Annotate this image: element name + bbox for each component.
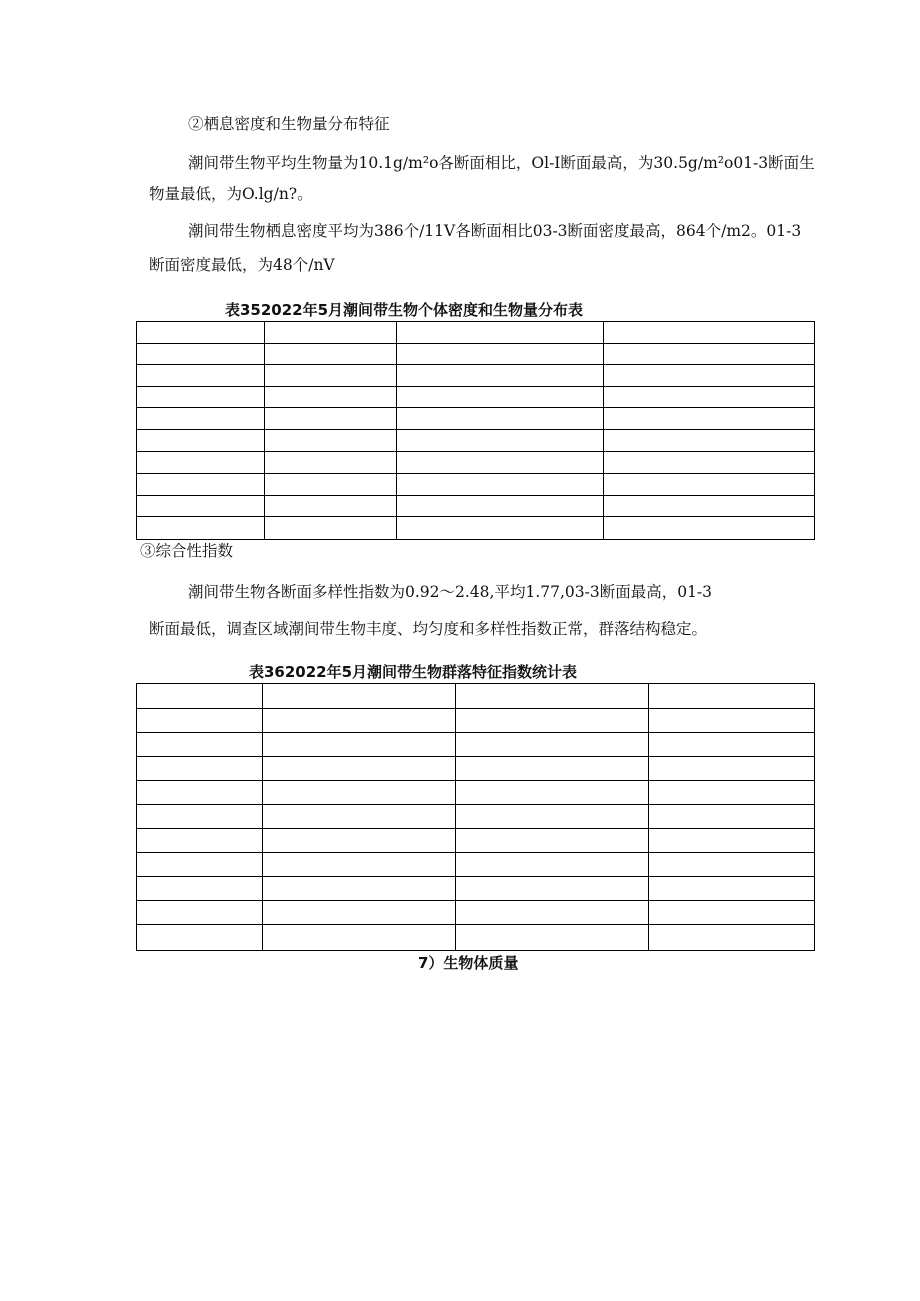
table-cell [265, 496, 397, 517]
table-cell [137, 517, 265, 540]
table-cell [397, 430, 604, 452]
table36 [136, 683, 815, 951]
table-cell [265, 344, 397, 365]
table-row [137, 805, 815, 829]
table-cell [137, 430, 265, 452]
table-cell [456, 877, 649, 901]
table-cell [604, 496, 815, 517]
table-cell [137, 757, 263, 781]
table-cell [604, 452, 815, 474]
table-row [137, 496, 815, 517]
table-row [137, 925, 815, 951]
table-cell [265, 408, 397, 430]
table-cell [263, 781, 456, 805]
table-cell [137, 829, 263, 853]
index-paragraph-line2: 断面最低，调查区域潮间带生物丰度、均匀度和多样性指数正常，群落结构稳定。 [149, 620, 708, 638]
table-cell [265, 387, 397, 408]
table-cell [263, 757, 456, 781]
table-cell [263, 805, 456, 829]
table-cell [137, 408, 265, 430]
table-row [137, 430, 815, 452]
biomass-paragraph-line2: 物量最低，为O.lg/n?。 [149, 185, 313, 203]
table-row [137, 684, 815, 709]
table-cell [604, 430, 815, 452]
table-cell [397, 365, 604, 387]
table-cell [649, 901, 815, 925]
table-cell [137, 322, 265, 344]
table-cell [397, 322, 604, 344]
table-cell [137, 387, 265, 408]
table-cell [397, 517, 604, 540]
table-cell [137, 684, 263, 709]
table-row [137, 853, 815, 877]
table-cell [263, 829, 456, 853]
table-cell [604, 387, 815, 408]
table-cell [456, 901, 649, 925]
table36-caption: 表362022年5月潮间带生物群落特征指数统计表 [249, 663, 578, 681]
table-row [137, 474, 815, 496]
table-cell [456, 709, 649, 733]
table-cell [649, 925, 815, 951]
table-cell [604, 322, 815, 344]
table-row [137, 781, 815, 805]
quality-heading: 7）生物体质量 [418, 954, 519, 972]
table-cell [649, 781, 815, 805]
table-cell [397, 344, 604, 365]
table-cell [649, 805, 815, 829]
table-cell [456, 829, 649, 853]
table-cell [649, 684, 815, 709]
table-row [137, 344, 815, 365]
table-cell [397, 496, 604, 517]
table-row [137, 901, 815, 925]
table-cell [456, 757, 649, 781]
table-cell [263, 684, 456, 709]
table-cell [649, 877, 815, 901]
table-row [137, 757, 815, 781]
table-cell [263, 925, 456, 951]
table-cell [456, 733, 649, 757]
table-cell [456, 853, 649, 877]
table-row [137, 829, 815, 853]
table-cell [137, 877, 263, 901]
table-cell [604, 474, 815, 496]
table-cell [137, 925, 263, 951]
density-paragraph-line1: 潮间带生物栖息密度平均为386个∕11V各断面相比03-3断面密度最高，864个/m2。01-3 [188, 222, 802, 240]
table-row [137, 452, 815, 474]
table-row [137, 365, 815, 387]
table35 [136, 321, 815, 540]
table-row [137, 733, 815, 757]
table-cell [263, 901, 456, 925]
table-cell [263, 709, 456, 733]
table-cell [604, 344, 815, 365]
table-cell [137, 853, 263, 877]
table35-caption: 表352022年5月潮间带生物个体密度和生物量分布表 [225, 301, 584, 319]
table-cell [649, 709, 815, 733]
table-row [137, 517, 815, 540]
table-cell [649, 829, 815, 853]
table-cell [265, 322, 397, 344]
table-cell [456, 684, 649, 709]
table-row [137, 408, 815, 430]
table-row [137, 322, 815, 344]
table-cell [265, 365, 397, 387]
table-cell [265, 517, 397, 540]
table-cell [137, 496, 265, 517]
table-cell [137, 901, 263, 925]
table-cell [604, 365, 815, 387]
table-row [137, 709, 815, 733]
table-cell [263, 877, 456, 901]
index-paragraph-line1: 潮间带生物各断面多样性指数为0.92～2.48,平均1.77,03-3断面最高，01-3 [188, 583, 713, 601]
table-cell [604, 408, 815, 430]
table-cell [397, 408, 604, 430]
biomass-paragraph-line1: 潮间带生物平均生物量为10.1g∕m²o各断面相比，Ol-I断面最高，为30.5g∕m²o01-3断面生 [188, 154, 815, 172]
index-heading: ③综合性指数 [140, 542, 234, 560]
table-cell [137, 781, 263, 805]
table-cell [265, 452, 397, 474]
table-cell [137, 365, 265, 387]
table-cell [397, 452, 604, 474]
table-cell [137, 805, 263, 829]
table-cell [649, 853, 815, 877]
table-row [137, 387, 815, 408]
table-cell [137, 474, 265, 496]
table-cell [137, 733, 263, 757]
table-cell [263, 853, 456, 877]
table-cell [137, 452, 265, 474]
table-cell [649, 757, 815, 781]
habitat-heading: ②栖息密度和生物量分布特征 [188, 115, 390, 133]
table-cell [397, 387, 604, 408]
table-cell [649, 733, 815, 757]
table-cell [397, 474, 604, 496]
table-cell [137, 344, 265, 365]
table-cell [137, 709, 263, 733]
table-cell [456, 781, 649, 805]
density-paragraph-line2: 断面密度最低，为48个/nV [149, 256, 335, 274]
table-cell [456, 925, 649, 951]
table-cell [265, 474, 397, 496]
table-cell [263, 733, 456, 757]
table-cell [456, 805, 649, 829]
table-cell [265, 430, 397, 452]
table-row [137, 877, 815, 901]
table-cell [604, 517, 815, 540]
